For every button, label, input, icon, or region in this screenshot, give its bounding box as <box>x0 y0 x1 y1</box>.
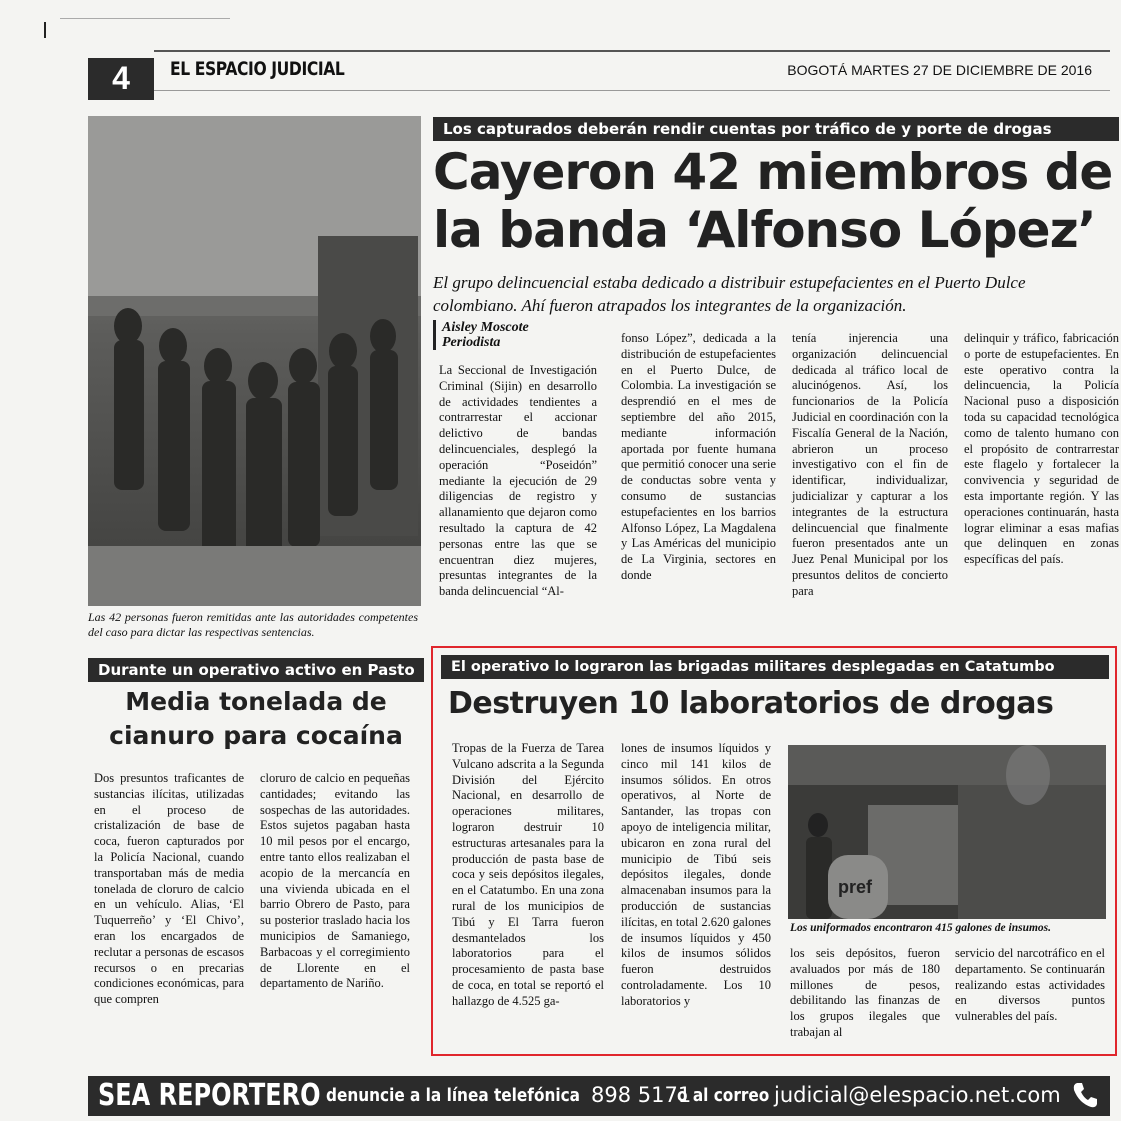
header-rule-bottom <box>154 90 1110 91</box>
main-photo-caption: Las 42 personas fueron remitidas ante las autoridades competentes del caso para dictar las respectivas sentencias. <box>88 610 418 639</box>
main-photo-image <box>88 116 421 606</box>
right-col-4: servicio del narcotráfico en el departamento. Se continuarán realizando estas actividades en diversos puntos vulnerables del país. <box>955 946 1105 1024</box>
footer-banner <box>88 1076 1110 1116</box>
left-headline-line1: Media tonelada de <box>125 687 387 716</box>
left-kicker: Durante un operativo activo en Pasto <box>88 658 424 682</box>
main-col-4: delinquir y tráfico, fabricación o porte de estupefacientes. En este operativo contra la delincuencia, la Policía Nacional puso a disposición toda su capacidad tecnológica como de talento humano con el propósito de contrarrestar este flagelo y fortalecer la convivencia y seguridad de esta importante región. Y las operaciones continuarán, hasta lograr eliminar a esas mafias que delinquen en zonas específicas del país. <box>964 331 1119 567</box>
main-headline-line2: la banda ‘Alfonso López’ <box>433 201 1096 259</box>
crop-mark <box>44 22 46 38</box>
main-headline-line1: Cayeron 42 miembros de <box>433 143 1113 201</box>
dateline: BOGOTÁ MARTES 27 DE DICIEMBRE DE 2016 <box>787 62 1092 78</box>
header-rule <box>154 50 1110 52</box>
right-photo-caption: Los uniformados encontraron 415 galones de insumos. <box>790 922 1052 934</box>
byline <box>433 320 612 350</box>
footer-brand: SEA REPORTERO <box>98 1078 321 1113</box>
main-col-2: fonso López”, dedicada a la distribución de estupefacientes en el Puerto Dulce, de Colombia. La investigación se desprendió en el mes de septiembre del año 2015, mediante información aportada por fuente humana que permitió conocer una serie de conductas sobre venta y consumo de sustancias estupefacientes en los barrios Alfonso López, La Magdalena y Las Américas del municipio de La Virginia, sectores en donde <box>621 331 776 582</box>
right-kicker: El operativo lo lograron las brigadas militares desplegadas en Catatumbo <box>441 655 1109 679</box>
right-headline: Destruyen 10 laboratorios de drogas <box>448 686 1054 721</box>
byline-role: Periodista <box>442 335 501 350</box>
page-header <box>88 46 1110 96</box>
right-col-1: Tropas de la Fuerza de Tarea Vulcano adscrita a la Segunda División del Ejército Nacional, en desarrollo de operaciones militares, lograron destruir 10 estructuras artesanales para la producción de pasta base de coca y seis depósitos ilegales, en el Catatumbo. En una zona rural de los municipios de Tibú y El Tarra fueron desmantelados los laboratorios para el procesamiento de pasta base de coca, en total se reportó el hallazgo de 4.525 ga- <box>452 741 604 1008</box>
left-headline-line2: cianuro para cocaína <box>109 721 403 750</box>
right-photo <box>788 745 1106 919</box>
barrel-label: pref <box>838 877 873 897</box>
main-kicker: Los capturados deberán rendir cuentas por tráfico de y porte de drogas <box>433 117 1119 141</box>
crop-mark-line <box>60 18 230 19</box>
main-col-3: tenía injerencia una organización delincuencial dedicada al tráfico local de alucinógenos. Así, los funcionarios de la Policía Judicial en coordinación con la Fiscalía General de la Nación, abrieron un proceso investigativo con el fin de identificar, individualizar, judicializar y capturar a los integrantes de la estructura delincuencial que finalmente fueron presentados ante un Juez Penal Municipal por los presuntos delitos de concierto para <box>792 331 948 598</box>
main-deck: El grupo delincuencial estaba dedicado a distribuir estupefacientes en el Puerto Dulce colombiano. Ahí fueron atrapados los integrantes de la organización. <box>433 273 1026 315</box>
right-col-2: lones de insumos líquidos y cinco mil 141 kilos de insumos sólidos. En otros operativos, al Norte de Santander, las tropas con apoyo de inteligencia militar, ubicaron en zona rural del municipio de Tibú seis depósitos ilegales, donde almacenaban insumos para la producción de sustancias ilícitas, en total 2.620 galones de insumos líquidos y 450 kilos de insumos sólidos fueron destruidos controladamente. Los 10 laboratorios y <box>621 741 771 1008</box>
byline-name: Aisley Moscote <box>442 320 529 335</box>
footer-email: judicial@elespacio.net.com <box>774 1083 1061 1107</box>
left-col-2: cloruro de calcio en pequeñas cantidades; evitando las sospechas de las autoridades. Estos sujetos pagaban hasta 10 mil pesos por el encargo, entre tanto ellos realizaban el acopio de la mercancía en una vivienda ubicada en el barrio Obrero de Pasto, para su posterior traslado hacia los municipios de Samaniego, Barbacoas y el corregimiento de Llorente en el departamento de Nariño. <box>260 771 410 991</box>
section-title: EL ESPACIO JUDICIAL <box>170 58 345 80</box>
left-col-1: Dos presuntos traficantes de sustancias ilícitas, utilizadas en el proceso de cristalización de base de coca, fueron capturados por la Policía Nacional, cuando transportaban más de media tonelada de cloruro de calcio en un vehículo. Alias, ‘El Tuquerreño’ y ‘El Chivo’, eran los encargados de reclutar a personas de escasos recursos o en precarias condiciones económicas, para que compren <box>94 771 244 1007</box>
main-col-1: La Seccional de Investigación Criminal (Sijin) en desarrollo de actividades tendientes a contrarrestar el accionar delictivo de bandas delincuenciales, desplegó la operación “Poseidón” mediante la ejecución de 29 diligencias de registro y allanamiento que dejaron como resultado la captura de 42 personas entre las que se encuentran diez mujeres, presuntas integrantes de la banda delincuencial “Al- <box>439 363 597 599</box>
page-number: 4 <box>88 58 154 100</box>
main-photo <box>88 116 421 606</box>
right-photo-image <box>788 745 1106 919</box>
footer-text-2: o al correo <box>677 1085 770 1106</box>
footer-text-1: denuncie a la línea telefónica <box>326 1085 580 1106</box>
telephone-icon <box>1070 1080 1100 1115</box>
footer-phone: 898 5171 <box>591 1083 692 1107</box>
right-col-3: los seis depósitos, fueron avaluados por más de 180 millones de pesos, debilitando las finanzas de los grupos ilegales que trabajan al <box>790 946 940 1039</box>
